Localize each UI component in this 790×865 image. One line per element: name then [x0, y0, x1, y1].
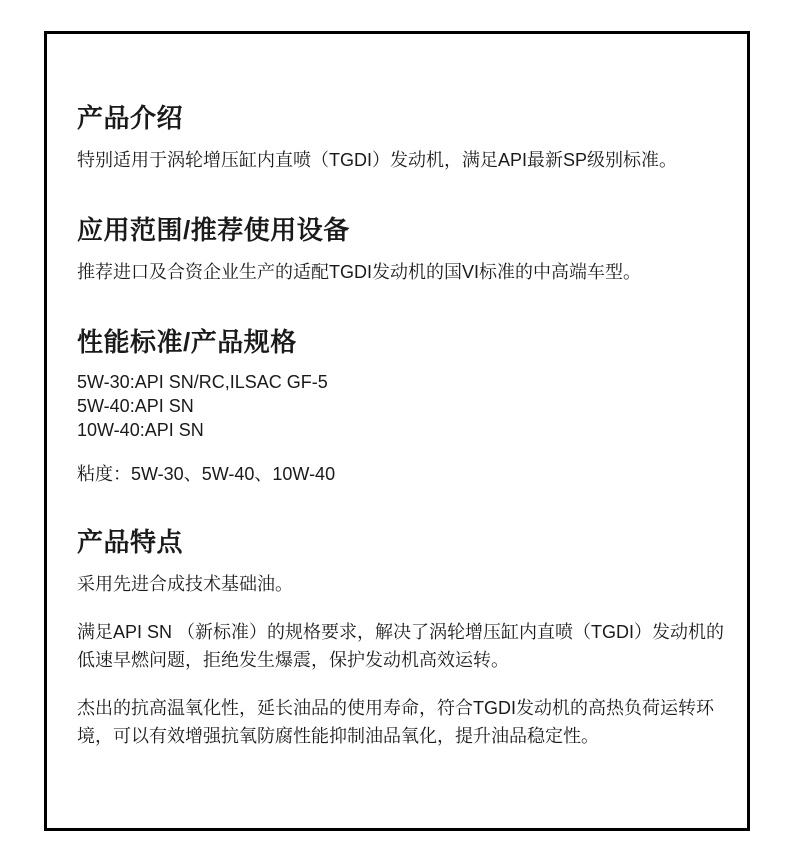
content-frame: [44, 31, 750, 831]
feature-paragraph-base-oil: 采用先进合成技术基础油。: [77, 574, 293, 594]
application-range-paragraph: 推荐进口及合资企业生产的适配TGDI发动机的国VI标准的中高端车型。: [77, 262, 641, 282]
spec-list: [77, 370, 738, 442]
feature-paragraph-api-sn: 满足API SN （新标准）的规格要求，解决了涡轮增压缸内直喷（TGDI）发动机的低速早燃问题，拒绝发生爆震，保护发动机高效运转。: [77, 622, 725, 670]
product-intro-paragraph: 特别适用于涡轮增压缸内直喷（TGDI）发动机，满足API最新SP级别标准。: [77, 150, 678, 170]
section-heading-performance-specs: 性能标准/产品规格: [77, 327, 297, 357]
section-heading-product-intro: 产品介绍: [77, 103, 184, 133]
viscosity-line: 粘度：5W-30、5W-40、10W-40: [77, 464, 336, 484]
spec-line-10w40: 10W-40:API SN: [77, 420, 204, 440]
spec-line-5w40: 5W-40:API SN: [77, 396, 194, 416]
feature-paragraph-oxidation: 杰出的抗高温氧化性，延长油品的使用寿命，符合TGDI发动机的高热负荷运转环境，可以有效增强抗氧防腐性能抑制油品氧化，提升油品稳定性。: [77, 698, 714, 746]
spec-line-5w30: 5W-30:API SN/RC,ILSAC GF-5: [77, 372, 328, 392]
section-heading-product-features: 产品特点: [77, 527, 184, 557]
section-heading-application-range: 应用范围/推荐使用设备: [77, 215, 350, 245]
